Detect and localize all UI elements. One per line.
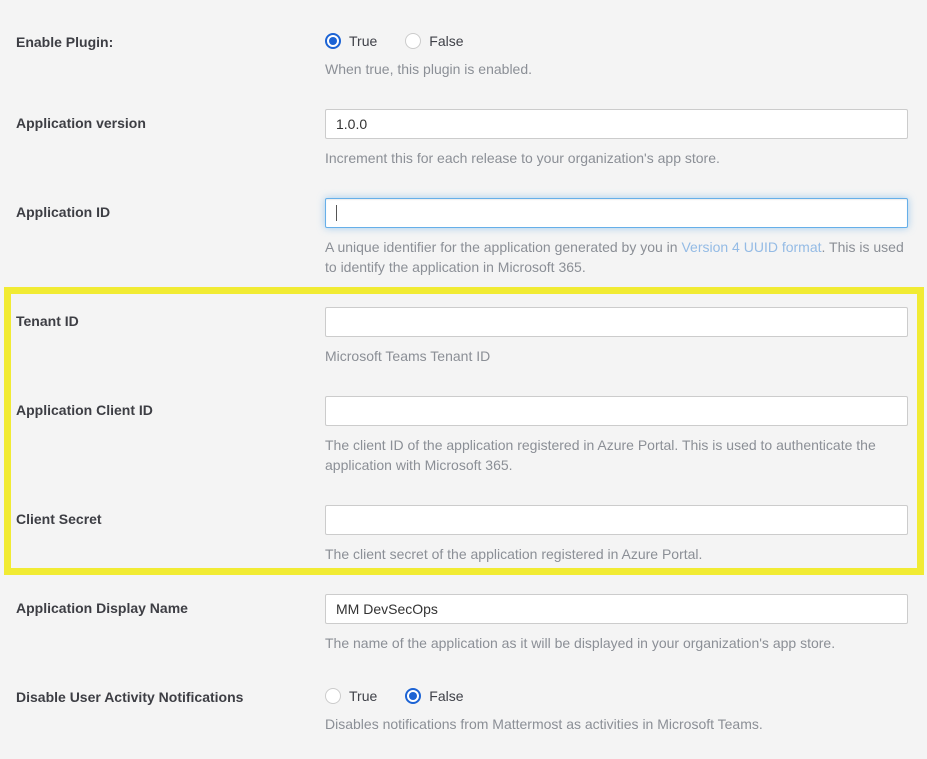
application-client-id-label: Application Client ID [16, 402, 153, 418]
radio-selected-icon[interactable] [405, 688, 421, 704]
client-secret-input[interactable] [325, 505, 908, 535]
help-text-segment: A unique identifier for the application generated by you in [325, 239, 682, 255]
application-id-label: Application ID [16, 204, 111, 220]
radio-unselected-icon[interactable] [325, 688, 341, 704]
uuid-format-link[interactable]: Version 4 UUID format [681, 239, 822, 255]
enable-plugin-radio-group [325, 28, 908, 50]
application-id-help-text [325, 237, 908, 277]
field-row-application-display-name [0, 594, 927, 653]
tenant-id-input[interactable] [325, 307, 908, 337]
application-version-input[interactable] [325, 109, 908, 139]
enable-plugin-false-radio[interactable] [405, 33, 463, 49]
application-client-id-input[interactable] [325, 396, 908, 426]
radio-option-label: False [429, 688, 464, 704]
disable-user-activity-notifications-label: Disable User Activity Notifications [16, 689, 244, 705]
field-row-application-client-id [0, 396, 927, 475]
application-display-name-help-text: The name of the application as it will be displayed in your organization's app store. [325, 635, 836, 651]
application-id-input[interactable] [325, 198, 908, 228]
radio-option-label: True [349, 688, 378, 704]
disable-notifications-true-radio[interactable] [325, 688, 377, 704]
application-version-label: Application version [16, 115, 146, 131]
enable-plugin-label: Enable Plugin: [16, 34, 114, 50]
client-secret-help-text: The client secret of the application registered in Azure Portal. [325, 546, 703, 562]
radio-unselected-icon[interactable] [405, 33, 421, 49]
field-row-application-version [0, 109, 927, 168]
field-row-client-secret [0, 505, 927, 564]
field-row-tenant-id [0, 307, 927, 366]
application-display-name-input[interactable] [325, 594, 908, 624]
disable-notifications-radio-group [325, 683, 908, 705]
client-secret-label: Client Secret [16, 511, 102, 527]
field-row-application-id [0, 198, 927, 277]
tenant-id-label: Tenant ID [16, 313, 79, 329]
application-version-help-text: Increment this for each release to your organization's app store. [325, 150, 720, 166]
disable-notifications-help-text: Disables notifications from Mattermost as activities in Microsoft Teams. [325, 716, 763, 732]
help-text-segment: . This is used to identify the application in Microsoft 365. [325, 239, 904, 275]
application-display-name-label: Application Display Name [16, 600, 188, 616]
radio-selected-icon[interactable] [325, 33, 341, 49]
tenant-id-help-text: Microsoft Teams Tenant ID [325, 348, 491, 364]
field-row-disable-user-activity-notifications [0, 683, 927, 734]
radio-option-label: False [429, 33, 464, 49]
enable-plugin-true-radio[interactable] [325, 33, 377, 49]
field-row-enable-plugin [0, 28, 927, 79]
text-cursor-caret [336, 205, 337, 221]
disable-notifications-false-radio[interactable] [405, 688, 463, 704]
enable-plugin-help-text: When true, this plugin is enabled. [325, 61, 533, 77]
application-client-id-help-text: The client ID of the application registered in Azure Portal. This is used to authenticate the application with Microsoft 365. [325, 437, 876, 473]
radio-option-label: True [349, 33, 378, 49]
